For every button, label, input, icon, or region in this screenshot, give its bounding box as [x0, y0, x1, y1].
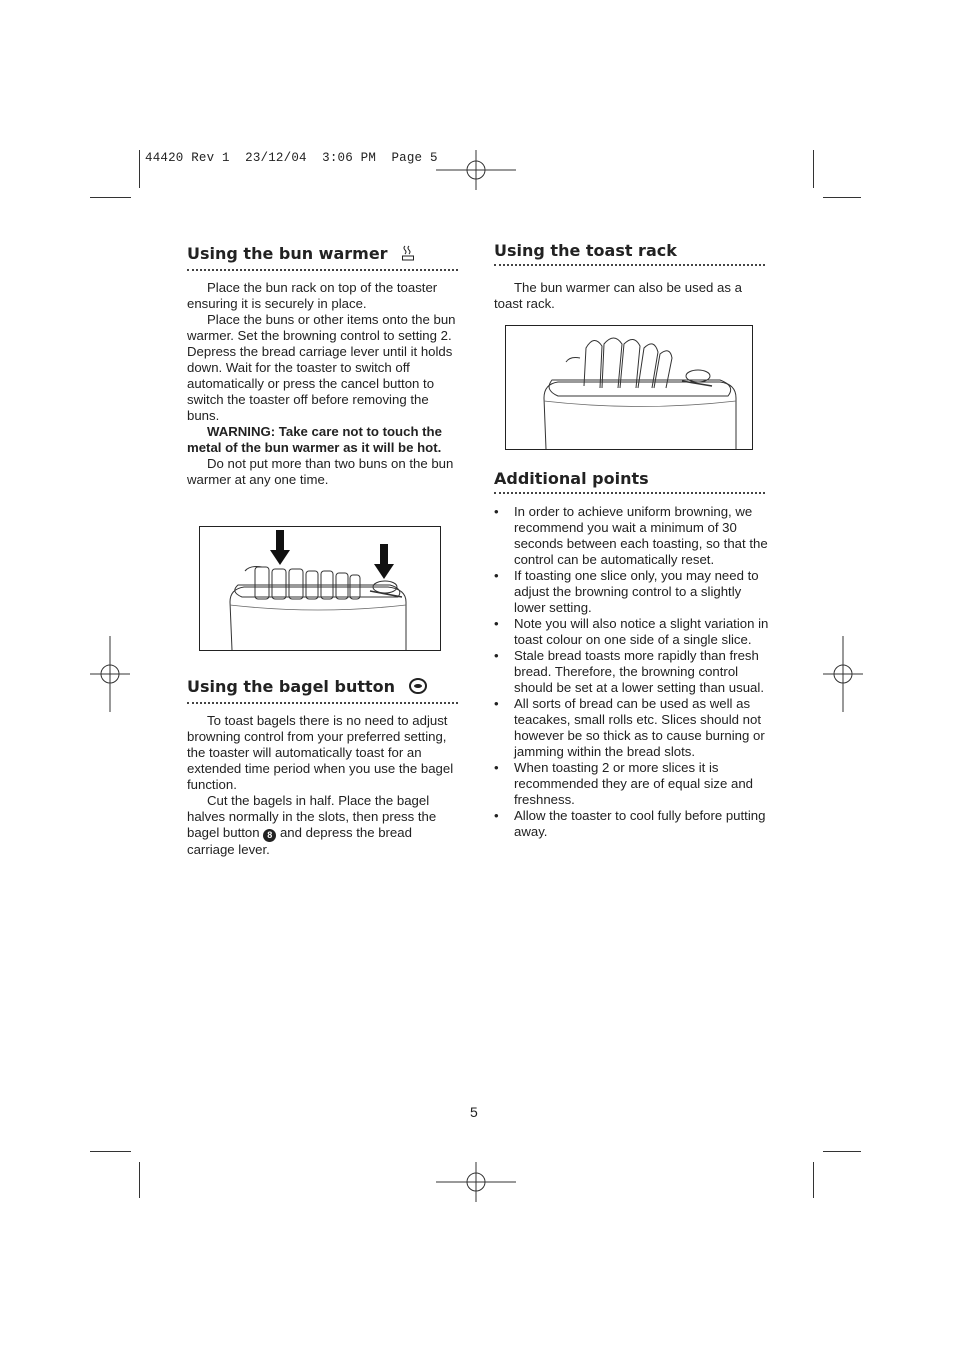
paragraph: Do not put more than two buns on the bun warmer at any one time.: [187, 456, 454, 487]
crop-mark: [90, 1151, 131, 1152]
bun-warmer-text: [187, 280, 459, 488]
paragraph: [187, 793, 459, 858]
toast-rack-text: [494, 280, 766, 312]
additional-points-heading: [494, 469, 765, 494]
paragraph-start: Cut the bagels in half. Place the bagel halves normally in the slots, then press the bagel button: [187, 793, 437, 840]
paragraph: To toast bagels there is no need to adjust browning control from your preferred setting, the toaster will automatically toast for an extended time period when you use the bagel function.: [187, 713, 454, 792]
bun-warmer-heading: [187, 244, 458, 271]
bullet-icon: •: [494, 696, 499, 711]
list-item-text: Note you will also notice a slight variation in toast colour on one side of a single slice.: [514, 616, 769, 647]
registration-mark-icon: [436, 1162, 516, 1202]
bullet-icon: •: [494, 760, 499, 775]
paragraph: The bun warmer can also be used as a toast rack.: [494, 280, 742, 311]
registration-mark-icon: [90, 636, 130, 712]
crop-mark: [813, 150, 814, 188]
toast-rack-title: Using the toast rack: [494, 241, 677, 260]
bullet-icon: •: [494, 648, 499, 663]
list-item: [494, 568, 770, 616]
crop-mark: [813, 1162, 814, 1198]
list-item-text: If toasting one slice only, you may need to adjust the browning control to a slightly lower setting.: [514, 568, 759, 615]
bagel-button-heading: [187, 677, 458, 704]
crop-mark: [139, 1162, 140, 1198]
list-item: [494, 760, 770, 808]
bagel-button-text: [187, 713, 459, 858]
bagel-button-number-badge: 8: [263, 829, 276, 842]
list-item-text: When toasting 2 or more slices it is recommended they are of equal size and freshness.: [514, 760, 753, 807]
list-item: [494, 504, 770, 568]
toast-rack-illustration: [505, 325, 753, 450]
bun-warmer-icon: [401, 245, 415, 265]
bun-warmer-illustration: [199, 526, 441, 651]
registration-mark-icon: [823, 636, 863, 712]
list-item: [494, 648, 770, 696]
crop-mark: [823, 197, 861, 198]
print-slug: 44420 Rev 1 23/12/04 3:06 PM Page 5: [145, 151, 438, 165]
list-item: [494, 616, 770, 648]
list-item-text: All sorts of bread can be used as well as teacakes, small rolls etc. Slices should not however be so thick as to cause burning or jamming within the bread slots.: [514, 696, 765, 759]
list-item-text: Allow the toaster to cool fully before putting away.: [514, 808, 766, 839]
list-item: [494, 696, 770, 760]
paragraph: Place the bun rack on top of the toaster ensuring it is securely in place.: [187, 280, 438, 311]
crop-mark: [90, 197, 131, 198]
additional-points-text: [494, 504, 770, 840]
bun-warmer-title: Using the bun warmer: [187, 244, 388, 263]
list-item: [494, 808, 770, 840]
registration-mark-icon: [436, 150, 516, 190]
crop-mark: [823, 1151, 861, 1152]
crop-mark: [139, 150, 140, 188]
additional-points-list: [494, 504, 770, 840]
bullet-icon: •: [494, 568, 499, 583]
bullet-icon: •: [494, 808, 499, 823]
paragraph-end: and depress the bread carriage lever.: [187, 825, 412, 857]
page-number: 5: [470, 1104, 478, 1120]
bullet-icon: •: [494, 616, 499, 631]
bullet-icon: •: [494, 504, 499, 519]
list-item-text: Stale bread toasts more rapidly than fresh bread. Therefore, the browning control should be set at a lower setting than usual.: [514, 648, 764, 695]
bagel-button-title: Using the bagel button: [187, 677, 396, 696]
toast-rack-heading: [494, 241, 765, 266]
additional-points-title: Additional points: [494, 469, 649, 488]
bagel-icon: [409, 678, 427, 698]
paragraph: Place the buns or other items onto the bun warmer. Set the browning control to setting 2. Depress the bread carriage lever until it holds down. Wait for the toaster to switch off automatically or press the cancel button to switch the toaster off before removing the buns.: [187, 312, 456, 423]
warning-text: WARNING: Take care not to touch the metal of the bun warmer as it will be hot.: [187, 424, 442, 455]
list-item-text: In order to achieve uniform browning, we recommend you wait a minimum of 30 seconds between each toasting, so that the control can be automatically reset.: [514, 504, 768, 567]
